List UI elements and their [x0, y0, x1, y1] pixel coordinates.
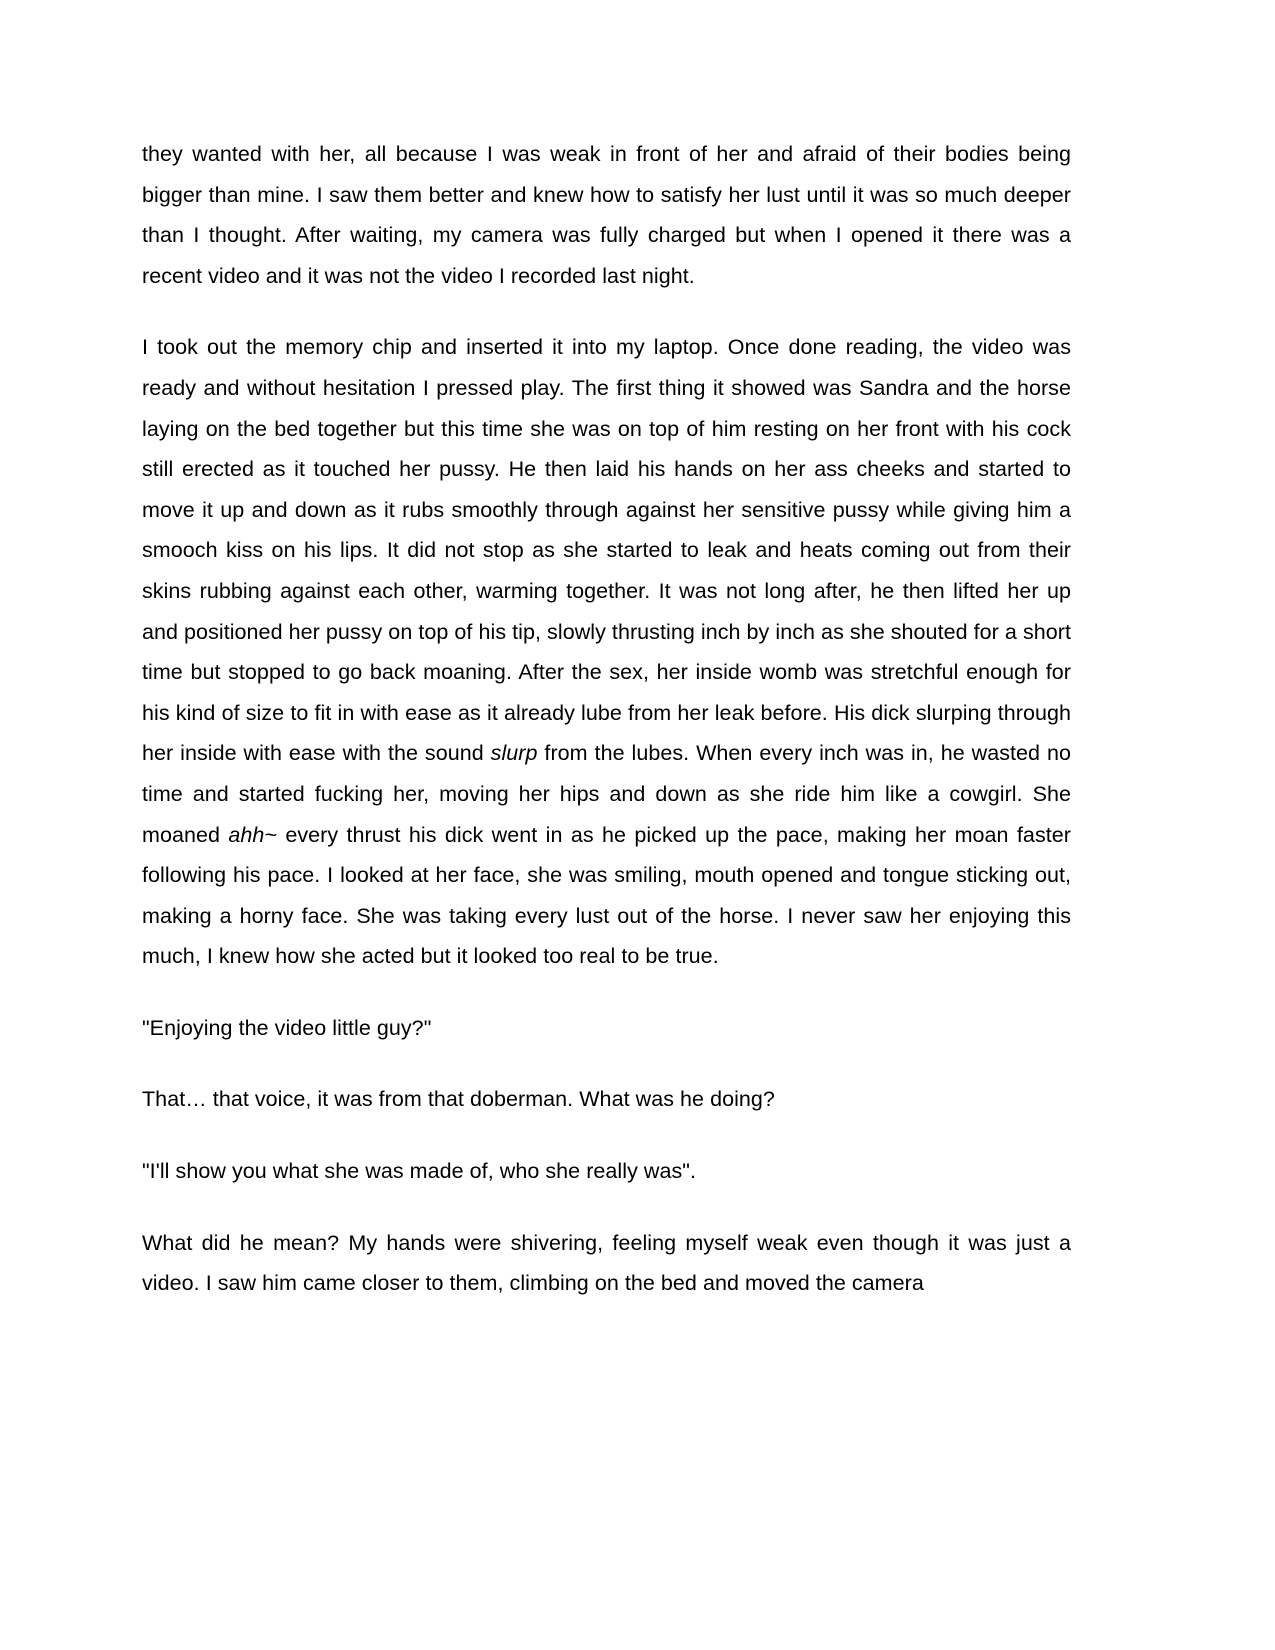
paragraph-text: That… that voice, it was from that doberman. What was he doing?	[142, 1087, 775, 1112]
paragraph-text: What did he mean? My hands were shivering, feeling myself weak even though it was just a video. I saw him came closer to them, climbing on the bed and moved the camera	[142, 1230, 1071, 1296]
paragraph-text: "Enjoying the video little guy?"	[142, 1015, 432, 1040]
paragraph	[142, 1223, 1071, 1304]
paragraph	[142, 1008, 1071, 1049]
paragraph	[142, 327, 1071, 977]
paragraph-text: "I'll show you what she was made of, who she really was".	[142, 1159, 696, 1184]
emphasized-text: ahh~	[228, 822, 277, 847]
paragraph-text: from the lubes. When every inch was in, he wasted no time and started fucking her, moving her hips and down as she ride him like a cowgirl. She moaned	[142, 741, 1071, 847]
paragraph	[142, 1079, 1071, 1120]
document-text-column	[142, 134, 1071, 1304]
emphasized-text: slurp	[490, 741, 538, 766]
paragraph-text: every thrust his dick went in as he picked up the pace, making her moan faster following his pace. I looked at her face, she was smiling, mouth opened and tongue sticking out, making a horny face. She was taking every lust out of the horse. I never saw her enjoying this much, I knew how she acted but it looked too real to be true.	[142, 822, 1071, 969]
paragraph-text: they wanted with her, all because I was weak in front of her and afraid of their bodies being bigger than mine. I saw them better and knew how to satisfy her lust until it was so much deeper than I thought. After waiting, my camera was fully charged but when I opened it there was a recent video and it was not the video I recorded last night.	[142, 142, 1071, 288]
paragraph-text: I took out the memory chip and inserted it into my laptop. Once done reading, the video was ready and without hesitation I pressed play. The first thing it showed was Sandra and the horse laying on the bed together but this time she was on top of him resting on her front with his cock still erected as it touched her pussy. He then laid his hands on her ass cheeks and started to move it up and down as it rubs smoothly through against her sensitive pussy while giving him a smooch kiss on his lips. It did not stop as she started to leak and heats coming out from their skins rubbing against each other, warming together. It was not long after, he then lifted her up and positioned her pussy on top of his tip, slowly thrusting inch by inch as she shouted for a short time but stopped to go back moaning. After the sex, her inside womb was stretchful enough for his kind of size to fit in with ease as it already lube from her leak before. His dick slurping through her inside with ease with the sound	[142, 335, 1071, 766]
paragraph	[142, 134, 1071, 296]
paragraph	[142, 1151, 1071, 1192]
